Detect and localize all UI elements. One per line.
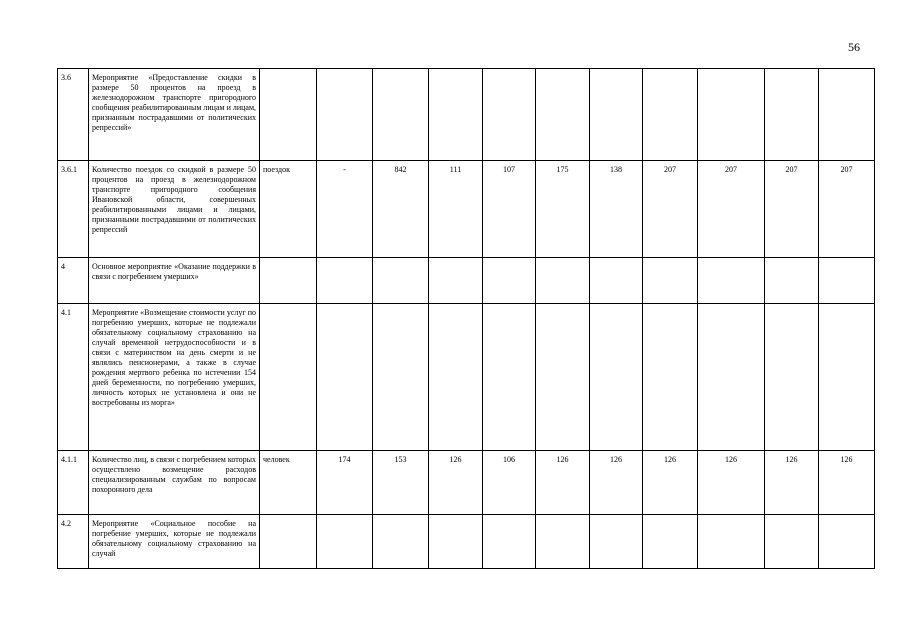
row-value-cell <box>373 515 429 569</box>
row-value-cell: 174 <box>317 451 373 515</box>
row-value-cell <box>765 515 819 569</box>
row-unit-cell <box>260 304 317 451</box>
table-row <box>58 258 875 304</box>
page-number: 56 <box>848 40 860 54</box>
row-value-cell: 106 <box>483 451 536 515</box>
row-name-cell: Мероприятие «Возмещение стоимости услуг по погребению умерших, которые не подлежали обязательному социальному страхованию на случай временной нетрудоспособности и в связи с материнством на день смерти и не являлись пенсионерами, а также в случае рождения мертвого ребенка по истечении 154 дней беременности, по погребению умерших, личность которых не установлена и они не востребованы из морга» <box>89 304 260 451</box>
row-name-cell: Мероприятие «Социальное пособие на погребение умерших, которые не подлежали обязательному социальному страхованию на случай <box>89 515 260 569</box>
row-value-cell: 207 <box>643 161 698 258</box>
table-row <box>58 515 875 569</box>
row-number-cell: 3.6 <box>58 69 89 161</box>
row-unit-cell <box>260 258 317 304</box>
row-number-cell: 3.6.1 <box>58 161 89 258</box>
row-value-cell <box>373 258 429 304</box>
row-number-cell: 4 <box>58 258 89 304</box>
row-number-cell: 4.2 <box>58 515 89 569</box>
row-value-cell <box>429 515 483 569</box>
row-value-cell <box>643 258 698 304</box>
row-value-cell <box>765 69 819 161</box>
row-value-cell <box>483 258 536 304</box>
row-name-cell: Основное мероприятие «Оказание поддержки в связи с погребением умерших» <box>89 258 260 304</box>
row-value-cell <box>819 258 875 304</box>
row-value-cell <box>765 258 819 304</box>
row-value-cell <box>643 304 698 451</box>
row-unit-cell: поездок <box>260 161 317 258</box>
row-value-cell <box>429 304 483 451</box>
row-value-cell: 207 <box>819 161 875 258</box>
row-value-cell: 126 <box>819 451 875 515</box>
row-value-cell <box>590 69 643 161</box>
row-value-cell <box>819 304 875 451</box>
row-value-cell <box>643 69 698 161</box>
row-unit-cell <box>260 69 317 161</box>
row-value-cell: 153 <box>373 451 429 515</box>
row-value-cell: 126 <box>536 451 590 515</box>
row-number-cell: 4.1.1 <box>58 451 89 515</box>
row-value-cell <box>698 69 765 161</box>
row-value-cell <box>590 258 643 304</box>
row-value-cell <box>483 304 536 451</box>
row-value-cell <box>698 304 765 451</box>
row-value-cell: 126 <box>429 451 483 515</box>
row-unit-cell <box>260 515 317 569</box>
row-number-cell: 4.1 <box>58 304 89 451</box>
row-value-cell: 126 <box>643 451 698 515</box>
row-value-cell: 138 <box>590 161 643 258</box>
row-value-cell <box>429 258 483 304</box>
row-value-cell <box>317 258 373 304</box>
row-value-cell: 107 <box>483 161 536 258</box>
row-value-cell: - <box>317 161 373 258</box>
table-row <box>58 161 875 258</box>
row-value-cell <box>590 515 643 569</box>
row-value-cell <box>536 69 590 161</box>
row-value-cell <box>536 258 590 304</box>
row-value-cell <box>765 304 819 451</box>
row-value-cell <box>643 515 698 569</box>
row-value-cell <box>317 515 373 569</box>
row-value-cell <box>373 69 429 161</box>
row-value-cell: 207 <box>765 161 819 258</box>
row-value-cell <box>819 69 875 161</box>
row-value-cell: 111 <box>429 161 483 258</box>
indicators-table <box>57 68 875 569</box>
table-row <box>58 304 875 451</box>
table-row <box>58 451 875 515</box>
row-value-cell: 207 <box>698 161 765 258</box>
row-value-cell <box>483 69 536 161</box>
row-value-cell <box>698 258 765 304</box>
row-name-cell: Количество поездок со скидкой в размере 50 процентов на проезд в железнодорожном транспорте пригородного сообщения Ивановской области, совершенных реабилитированными лицами и лицами, признанными пострадавшими от политических репрессий <box>89 161 260 258</box>
row-value-cell <box>698 515 765 569</box>
row-value-cell: 126 <box>765 451 819 515</box>
row-value-cell <box>819 515 875 569</box>
row-value-cell <box>590 304 643 451</box>
row-value-cell: 126 <box>698 451 765 515</box>
row-name-cell: Количество лиц, в связи с погребением которых осуществлено возмещение расходов специализированным службам по вопросам похоронного дела <box>89 451 260 515</box>
row-value-cell <box>317 304 373 451</box>
row-value-cell: 175 <box>536 161 590 258</box>
table-row <box>58 69 875 161</box>
row-value-cell: 842 <box>373 161 429 258</box>
row-value-cell <box>373 304 429 451</box>
row-value-cell: 126 <box>590 451 643 515</box>
row-value-cell <box>536 304 590 451</box>
row-value-cell <box>536 515 590 569</box>
row-value-cell <box>483 515 536 569</box>
row-unit-cell: человек <box>260 451 317 515</box>
row-name-cell: Мероприятие «Предоставление скидки в размере 50 процентов на проезд в железнодорожном транспорте пригородного сообщения реабилитированным лицам и лицам, признанным пострадавшими от политических репрессий» <box>89 69 260 161</box>
row-value-cell <box>429 69 483 161</box>
row-value-cell <box>317 69 373 161</box>
